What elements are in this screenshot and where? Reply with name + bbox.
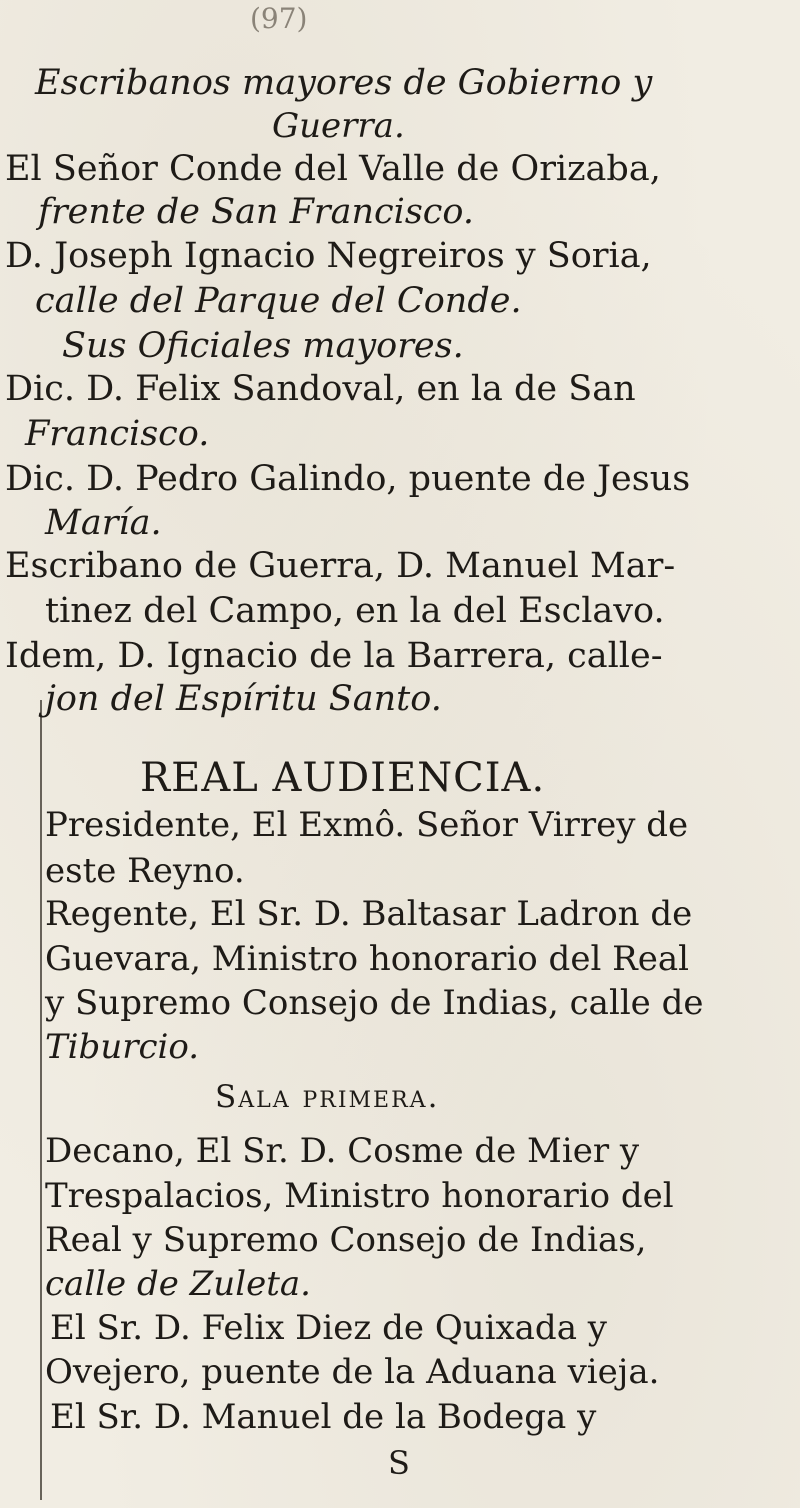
subsection-line-2: Trespalacios, Ministro honorario del bbox=[45, 1176, 674, 1216]
header-title: Escribanos mayores de Gobierno y bbox=[35, 63, 653, 103]
section-line-1: Presidente, El Exmô. Señor Virrey de bbox=[45, 805, 689, 845]
section-line-5: y Supremo Consejo de Indias, calle de bbox=[45, 983, 704, 1023]
section-title: REAL AUDIENCIA. bbox=[140, 755, 546, 801]
section-line-6: Tiburcio. bbox=[45, 1027, 200, 1067]
text-line-11: tinez del Campo, en la del Esclavo. bbox=[45, 591, 665, 631]
subsection-line-1: Decano, El Sr. D. Cosme de Mier y bbox=[45, 1131, 640, 1171]
text-line-5: Sus Oficiales mayores. bbox=[62, 326, 464, 366]
text-line-6: Dic. D. Felix Sandoval, en la de San bbox=[5, 369, 636, 409]
subsection-line-3: Real y Supremo Consejo de Indias, bbox=[45, 1220, 647, 1260]
text-line-3: D. Joseph Ignacio Negreiros y Soria, bbox=[5, 236, 652, 276]
catchword: S bbox=[388, 1444, 410, 1482]
section-line-3: Regente, El Sr. D. Baltasar Ladron de bbox=[45, 894, 693, 934]
text-line-1: El Señor Conde del Valle de Orizaba, bbox=[5, 149, 661, 189]
text-line-12: Idem, D. Ignacio de la Barrera, calle- bbox=[5, 636, 663, 676]
subsection-line-5: El Sr. D. Felix Diez de Quixada y bbox=[50, 1308, 607, 1348]
text-line-2: frente de San Francisco. bbox=[38, 192, 474, 232]
text-line-8: Dic. D. Pedro Galindo, puente de Jesus bbox=[5, 459, 691, 499]
text-line-4: calle del Parque del Conde. bbox=[35, 281, 522, 321]
subsection-line-4: calle de Zuleta. bbox=[45, 1264, 311, 1304]
text-line-7: Francisco. bbox=[25, 414, 210, 454]
subsection-line-7: El Sr. D. Manuel de la Bodega y bbox=[50, 1397, 597, 1437]
text-line-10: Escribano de Guerra, D. Manuel Mar- bbox=[5, 546, 676, 586]
section-line-4: Guevara, Ministro honorario del Real bbox=[45, 939, 689, 979]
subsection-title: Sala primera. bbox=[215, 1079, 440, 1115]
margin-rule bbox=[40, 700, 42, 1500]
text-line-13: jon del Espíritu Santo. bbox=[45, 679, 442, 719]
header-title-cont: Guerra. bbox=[272, 106, 405, 146]
page-number: (97) bbox=[250, 2, 308, 35]
section-line-2: este Reyno. bbox=[45, 851, 245, 891]
text-line-9: María. bbox=[45, 503, 162, 543]
subsection-line-6: Ovejero, puente de la Aduana vieja. bbox=[45, 1352, 660, 1392]
